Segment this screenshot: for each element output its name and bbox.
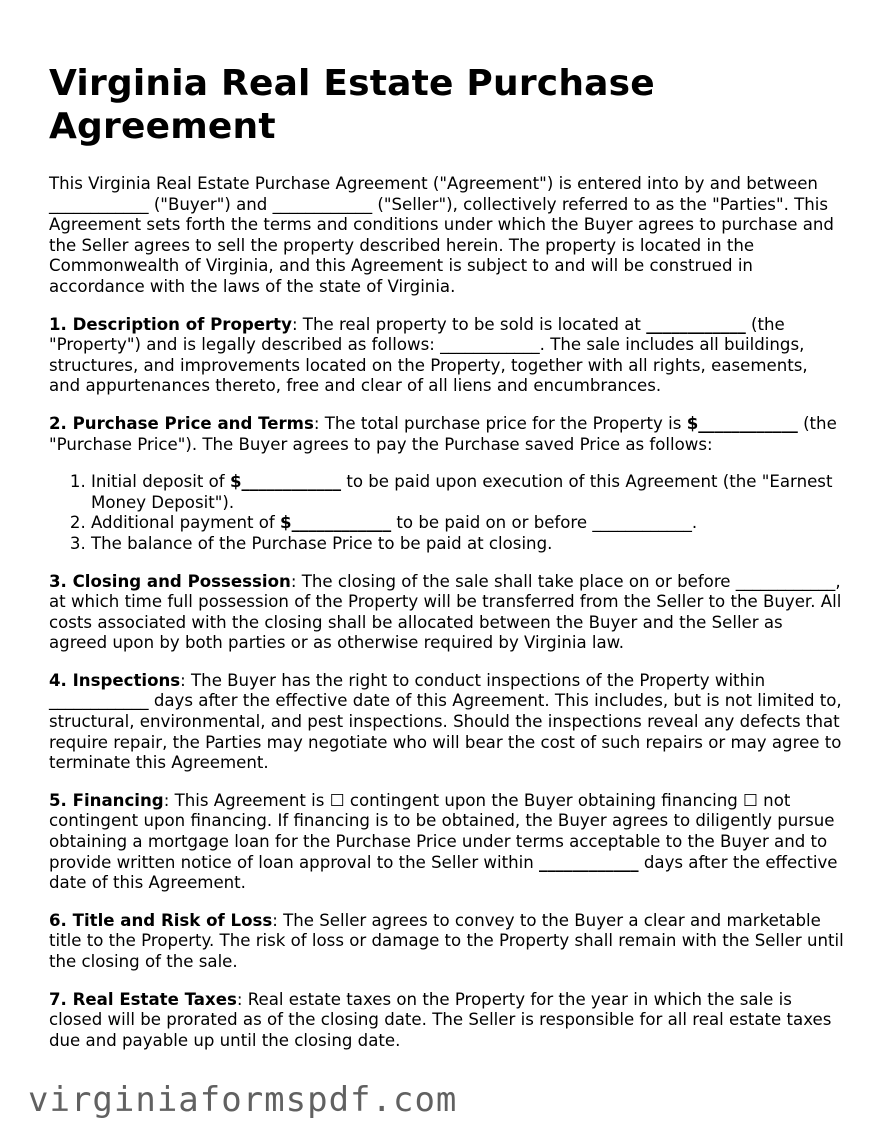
document-page	[49, 62, 844, 1068]
intro-paragraph: This Virginia Real Estate Purchase Agreement ("Agreement") is entered into by and between ____________ ("Buyer") and ____________ ("Seller"), collectively referred to as the "Parties". This Agreement sets forth the terms and conditions under which the Buyer agrees to purchase and the Seller agrees to sell the property described herein. The property is located in the Commonwealth of Virginia, and this Agreement is subject to and will be construed in accordance with the laws of the state of Virginia.	[49, 174, 834, 296]
section-text: days after the effective date of this Agreement.	[49, 852, 838, 893]
list-item-text: Initial deposit of	[91, 472, 230, 492]
section-text: : The real property to be sold is located at	[291, 314, 647, 334]
days-blank: ____________	[539, 852, 639, 872]
section-heading: 2. Purchase Price and Terms	[49, 413, 314, 433]
payment-list	[49, 472, 844, 554]
section-inspections	[49, 671, 844, 774]
section-text: : The Buyer has the right to conduct inspections of the Property within ____________ days after the effective date of this Agreement. This includes, but is not limited to, structural, environmental, and pest inspections. Should the inspections reveal any defects that require repair, the Parties may negotiate who will bear the cost of such repairs or may agree to terminate this Agreement.	[49, 670, 842, 773]
section-heading: 1. Description of Property	[49, 314, 292, 334]
section-text: not contingent upon financing. If financing is to be obtained, the Buyer agrees to diligently pursue obtaining a mortgage loan for the Purchase Price under terms acceptable to the Buyer and to provide written notice of loan approval to the Seller within	[49, 790, 835, 872]
list-item	[91, 472, 844, 513]
section-text: : Real estate taxes on the Property for the year in which the sale is closed will be prorated as of the closing date. The Seller is responsible for all real estate taxes due and payable up until the closing date.	[49, 989, 832, 1050]
list-item-text: to be paid on or before ____________.	[391, 513, 698, 533]
section-purchase-price	[49, 414, 844, 455]
section-text: (the "Purchase Price"). The Buyer agrees to pay the Purchase saved Price as follows:	[49, 413, 837, 454]
section-text: : The total purchase price for the Property is	[313, 413, 687, 433]
section-heading: 3. Closing and Possession	[49, 571, 291, 591]
section-text: : This Agreement is	[163, 790, 330, 810]
section-text: contingent upon the Buyer obtaining financing	[344, 790, 744, 810]
document-title: Virginia Real Estate Purchase Agreement	[49, 63, 655, 147]
list-item-text: to be paid upon execution of this Agreement (the "Earnest Money Deposit").	[91, 472, 833, 512]
section-financing	[49, 791, 844, 894]
section-text: (the "Property") and is legally described as follows: ____________. The sale includes all buildings, structures, and improvements located on the Property, together with all rights, easements, and appurtenances thereto, free and clear of all liens and encumbrances.	[49, 314, 808, 396]
watermark: virginiaformspdf.com	[28, 1080, 458, 1120]
section-heading: 6. Title and Risk of Loss	[49, 910, 273, 930]
list-item	[91, 534, 844, 555]
section-title-and-risk	[49, 911, 844, 973]
price-blank: $____________	[686, 413, 798, 433]
section-heading: 4. Inspections	[49, 670, 181, 690]
list-item-text: The balance of the Purchase Price to be paid at closing.	[91, 533, 553, 553]
list-item-text: Additional payment of	[91, 513, 281, 533]
amount-blank: $____________	[280, 513, 392, 533]
section-text: : The Seller agrees to convey to the Buyer a clear and marketable title to the Property. The risk of loss or damage to the Property shall remain with the Seller until the closing of the sale.	[49, 910, 844, 971]
section-text: : The closing of the sale shall take place on or before ____________, at which time full possession of the Property will be transferred from the Seller to the Buyer. All costs associated with the closing shall be allocated between the Buyer and the Seller as agreed upon by both parties or as otherwise required by Virginia law.	[49, 571, 842, 653]
section-heading: 5. Financing	[49, 790, 164, 810]
contingent-checkbox[interactable]: ☐	[329, 790, 345, 810]
not-contingent-checkbox[interactable]: ☐	[743, 790, 758, 810]
list-item	[91, 513, 844, 534]
address-blank: ____________	[646, 314, 746, 334]
section-heading: 7. Real Estate Taxes	[49, 989, 237, 1009]
section-real-estate-taxes	[49, 990, 844, 1052]
amount-blank: $____________	[229, 472, 342, 492]
section-closing-and-possession	[49, 572, 844, 654]
section-description-of-property	[49, 315, 844, 397]
